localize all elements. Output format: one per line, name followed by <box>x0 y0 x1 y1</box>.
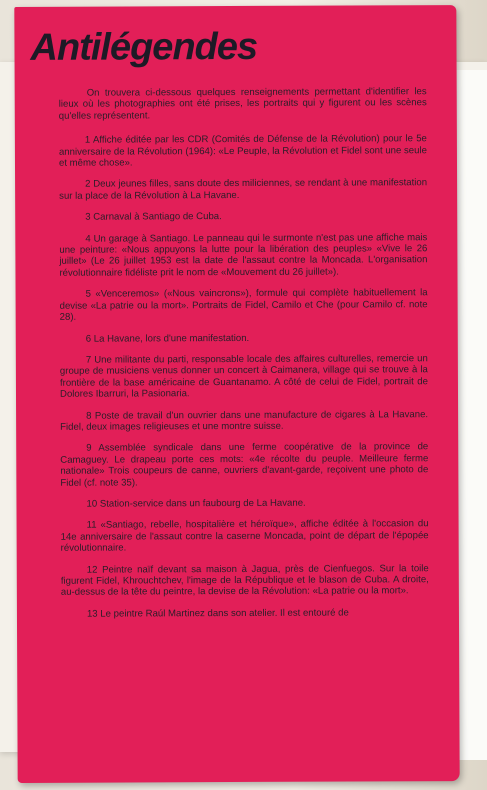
caption-item: 2 Deux jeunes filles, sans doute des miliciennes, se rendant à une manifestation sur la place de la Révolution à La Havane. <box>59 177 428 202</box>
caption-item: 1 Affiche éditée par les CDR (Comités de Défense de la Révolution) pour le 5e anniversaire de la Révolution (1964): «Le Peuple, la Révolution et Fidel sont une seule et même chose». <box>58 133 427 169</box>
caption-item: 5 «Venceremos» («Nous vaincrons»), formule qui complète habituellement la devise «La patrie ou la mort». Portraits de Fidel, Camilo et Che (pour Camilo cf. note 28). <box>59 287 428 323</box>
caption-list <box>59 86 429 630</box>
page-title: Antilégendes <box>30 25 258 69</box>
caption-item: 6 La Havane, lors d'une manifestation. <box>85 332 250 345</box>
caption-item: 4 Un garage à Santiago. Le panneau qui le surmonte n'est pas une affiche mais une peinture: «Nous appuyons la lutte pour la libération des peuples» «Vive le 26 juillet» (Le 26 juillet 1953 est la date de l'assaut contre la Moncada. L'organisation révolutionnaire fidéliste prit le nom de «Mouvement du 26 juillet»). <box>59 231 428 279</box>
intro-paragraph: On trouvera ci-dessous quelques renseignements permettant d'identifier les lieux où les photographies ont été prises, les portraits qui y figurent ou les scènes qu'elles représentent. <box>58 86 427 122</box>
magazine-page <box>14 5 459 783</box>
caption-item: 7 Une militante du parti, responsable locale des affaires culturelles, remercie un groupe de musiciens venus donner un concert à Caimanera, village qui se trouve à la frontière de la base américaine de Guantanamo. A côté de celui de Fidel, portrait de Dolores Ibarruri, la Pasionaria. <box>59 353 428 400</box>
caption-item: 12 Peintre naïf devant sa maison à Jagua, près de Cienfuegos. Sur la toile figurent Fidel, Khrouchtchev, l'image de la République et le blason de Cuba. A droite, au-dessus de la tête du peintre, la devise de la Révolution: «La patrie ou la mort». <box>60 562 429 599</box>
caption-item: 11 «Santiago, rebelle, hospitalière et héroïque», affiche éditée à l'occasion du 14e anniversaire de l'assaut contre la caserne Moncada, point de départ de l'épopée révolutionnaire. <box>60 518 429 554</box>
caption-item: 8 Poste de travail d'un ouvrier dans une manufacture de cigares à La Havane. Fidel, deux images religieuses et une montre suisse. <box>60 408 429 433</box>
caption-item: 10 Station-service dans un faubourg de La Havane. <box>86 497 306 510</box>
caption-item: 9 Assemblée syndicale dans une ferme coopérative de la province de Camaguey. Le drapeau porte ces mots: «4e récolte du peuple. Meilleure ferme nationale» Trois coupeurs de canne, ouvriers d'avant-garde, reçoivent une photo de Fidel (cf. note 35). <box>60 441 429 489</box>
caption-item: 13 Le peintre Raúl Martinez dans son atelier. Il est entouré de <box>86 607 349 620</box>
caption-item: 3 Carnaval à Santiago de Cuba. <box>85 211 222 223</box>
